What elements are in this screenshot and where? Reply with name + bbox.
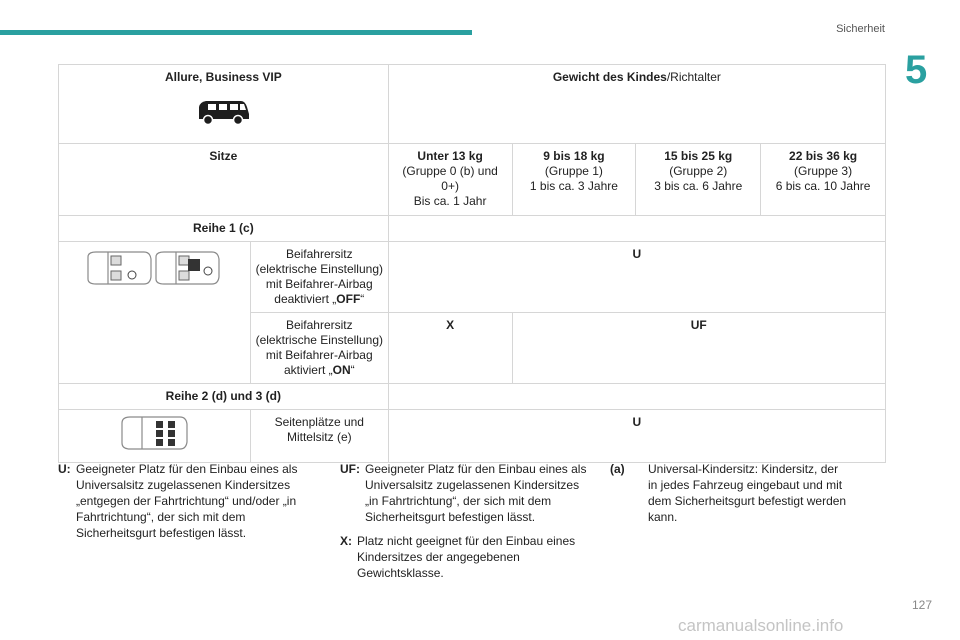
variant-label: Allure, Business VIP (164, 70, 282, 84)
group-1-cell (512, 144, 636, 216)
note-u-text: Geeigneter Platz für den Einbau eines als Universalsitz zugelassenen Kindersitzes „entgegen der Fahrtrichtung“ und/oder „in Fahrtrichtung“, der sich mit dem Sicherheitsgurt befestigen lässt. (76, 462, 298, 540)
status-off: OFF (336, 292, 361, 306)
note-a-key: (a) (610, 462, 625, 476)
group-0-line-1: (Gruppe 0 (b) und (402, 164, 498, 178)
header-accent-bar (0, 30, 472, 35)
group-1-line-1: (Gruppe 1) (544, 164, 603, 178)
passenger-on-line-1: Beifahrersitz (285, 318, 353, 332)
status-prefix: aktiviert „ (283, 363, 333, 377)
row-1-label: Reihe 1 (c) (59, 216, 389, 242)
note-uf (340, 461, 592, 525)
group-2-cell (636, 144, 761, 216)
front-seats-diagram (84, 249, 224, 287)
note-u-key: U: (58, 462, 71, 476)
weight-header-cell (388, 65, 885, 144)
passenger-on-line-3: mit Beifahrer-Airbag (265, 348, 373, 362)
passenger-on-cell (250, 313, 388, 384)
van-icon (193, 97, 253, 127)
seats-label: Sitze (59, 144, 389, 216)
group-3-line-1: (Gruppe 3) (794, 164, 853, 178)
group-0-weight: Unter 13 kg (417, 149, 483, 163)
group-0-line-2: 0+) (441, 179, 459, 193)
weight-header-rest: /Richtalter (666, 70, 721, 84)
passenger-on-line-2: (elektrische Einstellung) (255, 333, 383, 347)
passenger-off-line-2: (elektrische Einstellung) (255, 262, 383, 276)
weight-header-bold: Gewicht des Kindes (552, 70, 667, 84)
group-2-line-1: (Gruppe 2) (669, 164, 728, 178)
status-on: ON (332, 363, 351, 377)
group-2-line-2: 3 bis ca. 6 Jahre (654, 179, 743, 193)
passenger-off-line-1: Beifahrersitz (285, 247, 353, 261)
passenger-on-value-group-0: X (388, 313, 512, 384)
variant-cell (59, 65, 389, 144)
passenger-off-cell (250, 242, 388, 313)
passenger-on-status (255, 363, 384, 378)
note-a (610, 461, 850, 525)
page-number: 127 (911, 598, 932, 612)
side-seats-line-2: Mittelsitz (e) (286, 430, 352, 444)
rear-seats-diagram (118, 415, 190, 451)
note-uf-text: Geeigneter Platz für den Einbau eines als Universalsitz zugelassenen Kindersitzes „in Fahrtrichtung“, der sich mit dem Sicherheitsgurt befestigen lässt. (365, 462, 587, 524)
note-x-text: Platz nicht geeignet für den Einbau eines Kindersitzes der angegebenen Gewichtsklasse. (357, 534, 576, 580)
note-x-key: X: (340, 534, 352, 548)
group-3-weight: 22 bis 36 kg (789, 149, 858, 163)
passenger-on-value-rest: UF (512, 313, 885, 384)
section-title: Sicherheit (836, 23, 885, 35)
passenger-off-status (255, 292, 384, 307)
watermark: carmanualsonline.info (678, 616, 844, 635)
group-0-cell (388, 144, 512, 216)
note-x (340, 533, 606, 581)
side-seats-cell (250, 410, 388, 463)
group-1-line-2: 1 bis ca. 3 Jahre (529, 179, 618, 193)
status-suffix: “ (350, 363, 355, 377)
group-3-line-2: 6 bis ca. 10 Jahre (775, 179, 871, 193)
child-seat-table (58, 64, 886, 463)
group-1-weight: 9 bis 18 kg (543, 149, 605, 163)
front-seats-diagram-cell (59, 242, 251, 384)
group-3-cell (761, 144, 886, 216)
chapter-number: 5 (905, 48, 928, 92)
row-2-3-label: Reihe 2 (d) und 3 (d) (59, 384, 389, 410)
note-u (58, 461, 326, 541)
group-0-line-3: Bis ca. 1 Jahr (413, 194, 487, 208)
note-uf-key: UF: (340, 462, 360, 476)
passenger-off-value: U (388, 242, 885, 313)
status-suffix: “ (360, 292, 365, 306)
group-2-weight: 15 bis 25 kg (664, 149, 733, 163)
note-a-text: Universal-Kindersitz: Kindersitz, der in jedes Fahrzeug eingebaut und mit dem Sicherheitsgurt befestigt werden kann. (648, 462, 847, 524)
side-seats-value: U (388, 410, 885, 463)
status-prefix: deaktiviert „ (274, 292, 337, 306)
side-seats-line-1: Seitenplätze und (274, 415, 364, 429)
rear-seats-diagram-cell (59, 410, 251, 463)
passenger-off-line-3: mit Beifahrer-Airbag (265, 277, 373, 291)
